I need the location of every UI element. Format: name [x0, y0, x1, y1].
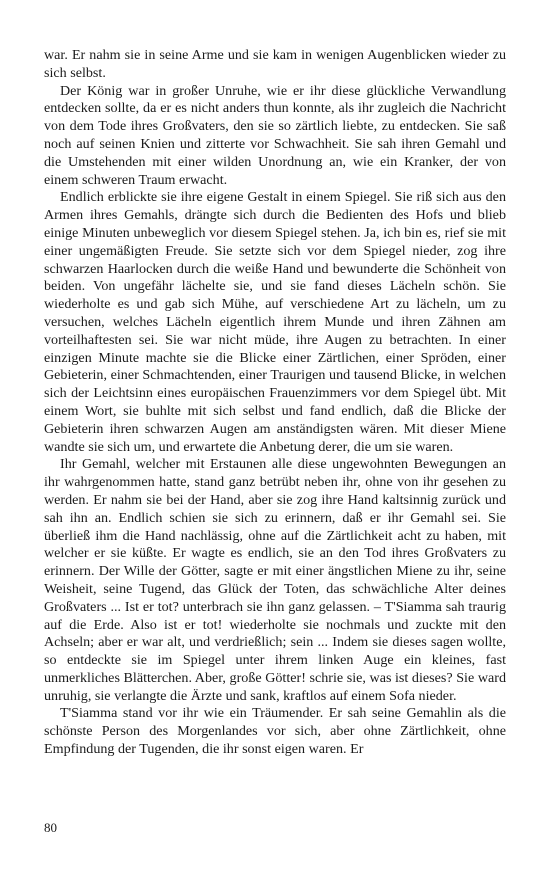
paragraph-husband: Ihr Gemahl, welcher mit Erstaunen alle diese ungewohnten Bewegungen an ihr wahrgenommen hatte, stand ganz betrübt neben ihr, ohne von ihr gesehen zu werden. Er nahm sie bei der Hand, aber sie zog ihre Hand kaltsinnig zurück und sah ihn an. Endlich schien sie sich zu erinnern, daß er ihr Gemahl sei. Sie überließ ihm die Hand nachlässig, ohne auf die Zärtlichkeit acht zu haben, mit welcher er sie küßte. Er wagte es endlich, sie an den Tod ihres Großvaters zu erinnern. Der Wille der Götter, sagte er mit einer ängstlichen Miene zu ihr, seine Weisheit, seine Tugend, das Glück der Toten, das schwächliche Alter deines Großvaters ... Ist er tot? unterbrach sie ihn ganz gelassen. – T'Siamma sah traurig auf die Erde. Also ist er tot! wiederholte sie nochmals und zuckte mit den Achseln; aber er war alt, und verdrießlich; sein ... Indem sie dieses sagen wollte, so entdeckte sie im Spiegel unter ihrem linken Auge ein kleines, fast unmerkliches Blätterchen. Aber, große Götter! schrie sie, was ist dieses? Sie ward unruhig, sie verlangte die Ärzte und sank, kraftlos auf einem Sofa nieder. — [44, 456, 506, 704]
paragraph-tsiamma: T'Siamma stand vor ihr wie ein Träumender. Er sah seine Gemahlin als die schönste Person des Morgenlandes vor sich, aber ohne Zärtlichkeit, ohne Empfindung der Tugenden, die ihr sonst eigen waren. Er — [44, 705, 506, 758]
paragraph-continuation: war. Er nahm sie in seine Arme und sie kam in wenigen Augenblicken wieder zu sich selbst. — [44, 47, 506, 81]
paragraph-mirror: Endlich erblickte sie ihre eigene Gestalt in einem Spiegel. Sie riß sich aus den Armen ihres Gemahls, drängte sich durch die Bedienten des Hofs und blieb einige Minuten unbeweglich vor diesem Spiegel stehen. Ja, ich bin es, rief sie mit einer ungemäßigten Freude. Sie setzte sich vor dem Spiegel nieder, zog ihre schwarzen Haarlocken durch die weiße Hand und bewunderte die Schönheit von beiden. Von ungefähr lächelte sie, und sie fand dieses Lächeln schön. Sie wiederholte es und gab sich Mühe, auf verschiedene Art zu lächeln, um zu versuchen, welches Lächeln eigentlich ihrem Munde und ihren Zähnen am vorteilhaftesten sei. Sie war nicht müde, ihre Augen zu betrachten. In einer einzigen Minute machte sie die Blicke einer Zärtlichen, einer Spröden, einer Gebieterin, einer Schmachtenden, einer Traurigen und tausend Blicke, in welchen sich der Leichtsinn eines europäischen Frauenzimmers vor dem Spiegel übt. Mit einem Wort, sie buhlte mit sich selbst und fand endlich, daß die Blicke der Gebieterin ihren schwarzen Augen am anständigsten wären. Mit dieser Miene wandte sie sich um, und erwartete die Anbetung derer, die um sie waren. — [44, 189, 506, 455]
page-number: 80 — [44, 820, 57, 835]
paragraph-king-unrest: Der König war in großer Unruhe, wie er ihr diese glückliche Verwandlung entdecken sollte, da er es nicht anders thun konnte, als ihr zugleich die Nachricht von dem Tode ihres Großvaters, den sie so zärtlich liebte, zu entdecken. Sie saß noch auf seinen Knien und zitterte vor Schwachheit. Sie sah ihren Gemahl und die Umstehenden mit einer wilden Unordnung an, wie ein Kranker, der von einem schweren Traum erwacht. — [44, 82, 506, 188]
book-page-text — [44, 47, 506, 759]
